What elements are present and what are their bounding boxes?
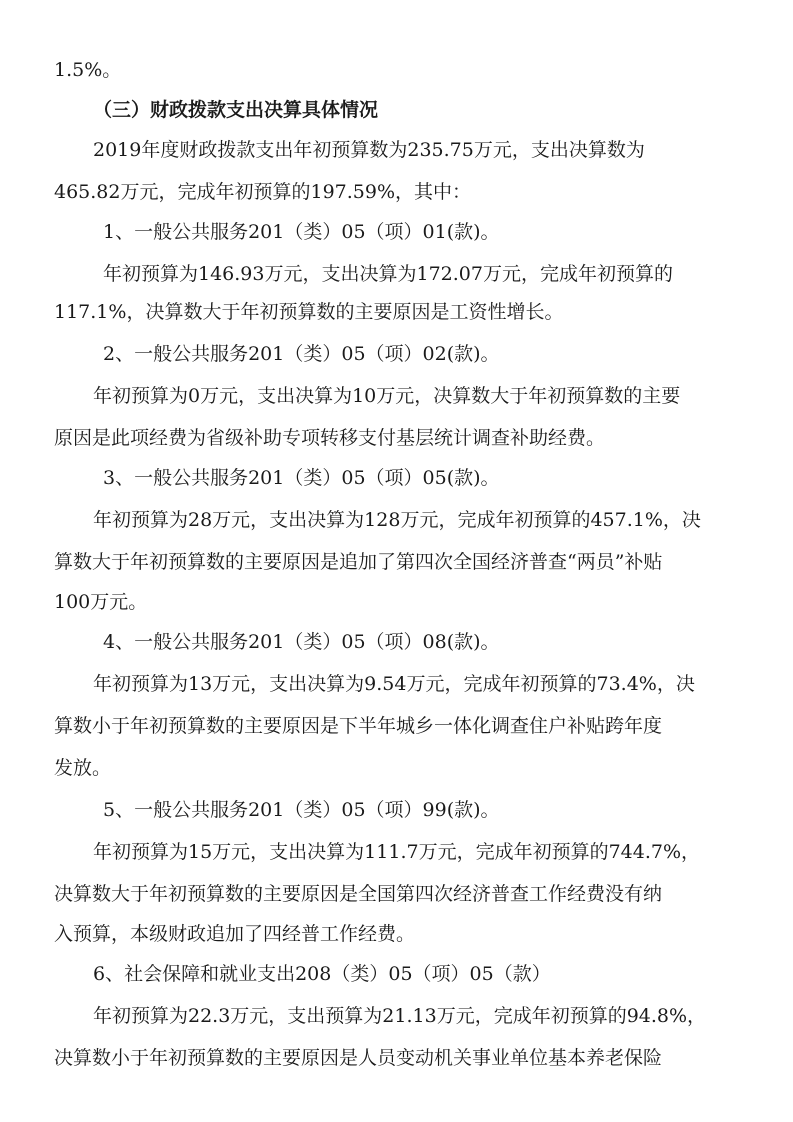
item-heading: 1、一般公共服务201（类）05（项）01(款)。	[103, 221, 500, 243]
text-line: 年初预算为0万元，支出决算为10万元，决算数大于年初预算数的主要	[93, 385, 681, 407]
text-line: 465.82万元，完成年初预算的197.59%，其中：	[54, 181, 472, 203]
text-line: 年初预算为22.3万元，支出预算为21.13万元，完成年初预算的94.8%，	[93, 1005, 707, 1027]
item-heading: 3、一般公共服务201（类）05（项）05(款)。	[103, 467, 500, 489]
text-line: 1.5%。	[54, 59, 122, 81]
text-line: 发放。	[54, 757, 112, 779]
text-line: 2019年度财政拨款支出年初预算数为235.75万元，支出决算数为	[93, 139, 645, 161]
text-line: 年初预算为13万元，支出决算为9.54万元，完成年初预算的73.4%，决	[93, 673, 695, 695]
text-line: 原因是此项经费为省级补助专项转移支付基层统计调查补助经费。	[54, 427, 606, 449]
text-line: 决算数大于年初预算数的主要原因是全国第四次经济普查工作经费没有纳	[54, 883, 663, 905]
item-heading: 4、一般公共服务201（类）05（项）08(款)。	[103, 631, 500, 653]
text-line: 年初预算为15万元，支出决算为111.7万元，完成年初预算的744.7%，	[93, 841, 701, 863]
text-line: 算数大于年初预算数的主要原因是追加了第四次全国经济普查“两员”补贴	[54, 551, 663, 573]
text-line: 年初预算为146.93万元，支出决算为172.07万元，完成年初预算的	[103, 263, 673, 285]
text-line: 决算数小于年初预算数的主要原因是人员变动机关事业单位基本养老保险	[54, 1047, 663, 1069]
item-heading: 6、社会保障和就业支出208（类）05（项）05（款）	[93, 963, 551, 985]
text-line: 算数小于年初预算数的主要原因是下半年城乡一体化调查住户补贴跨年度	[54, 715, 663, 737]
item-heading: 2、一般公共服务201（类）05（项）02(款)。	[103, 343, 500, 365]
text-line: 年初预算为28万元，支出决算为128万元，完成年初预算的457.1%，决	[93, 509, 701, 531]
item-heading: 5、一般公共服务201（类）05（项）99(款)。	[103, 799, 500, 821]
text-line: 117.1%，决算数大于年初预算数的主要原因是工资性增长。	[54, 301, 564, 323]
text-line: 100万元。	[54, 591, 148, 613]
section-heading: （三）财政拨款支出决算具体情况	[93, 99, 379, 121]
text-line: 入预算，本级财政追加了四经普工作经费。	[54, 923, 416, 945]
